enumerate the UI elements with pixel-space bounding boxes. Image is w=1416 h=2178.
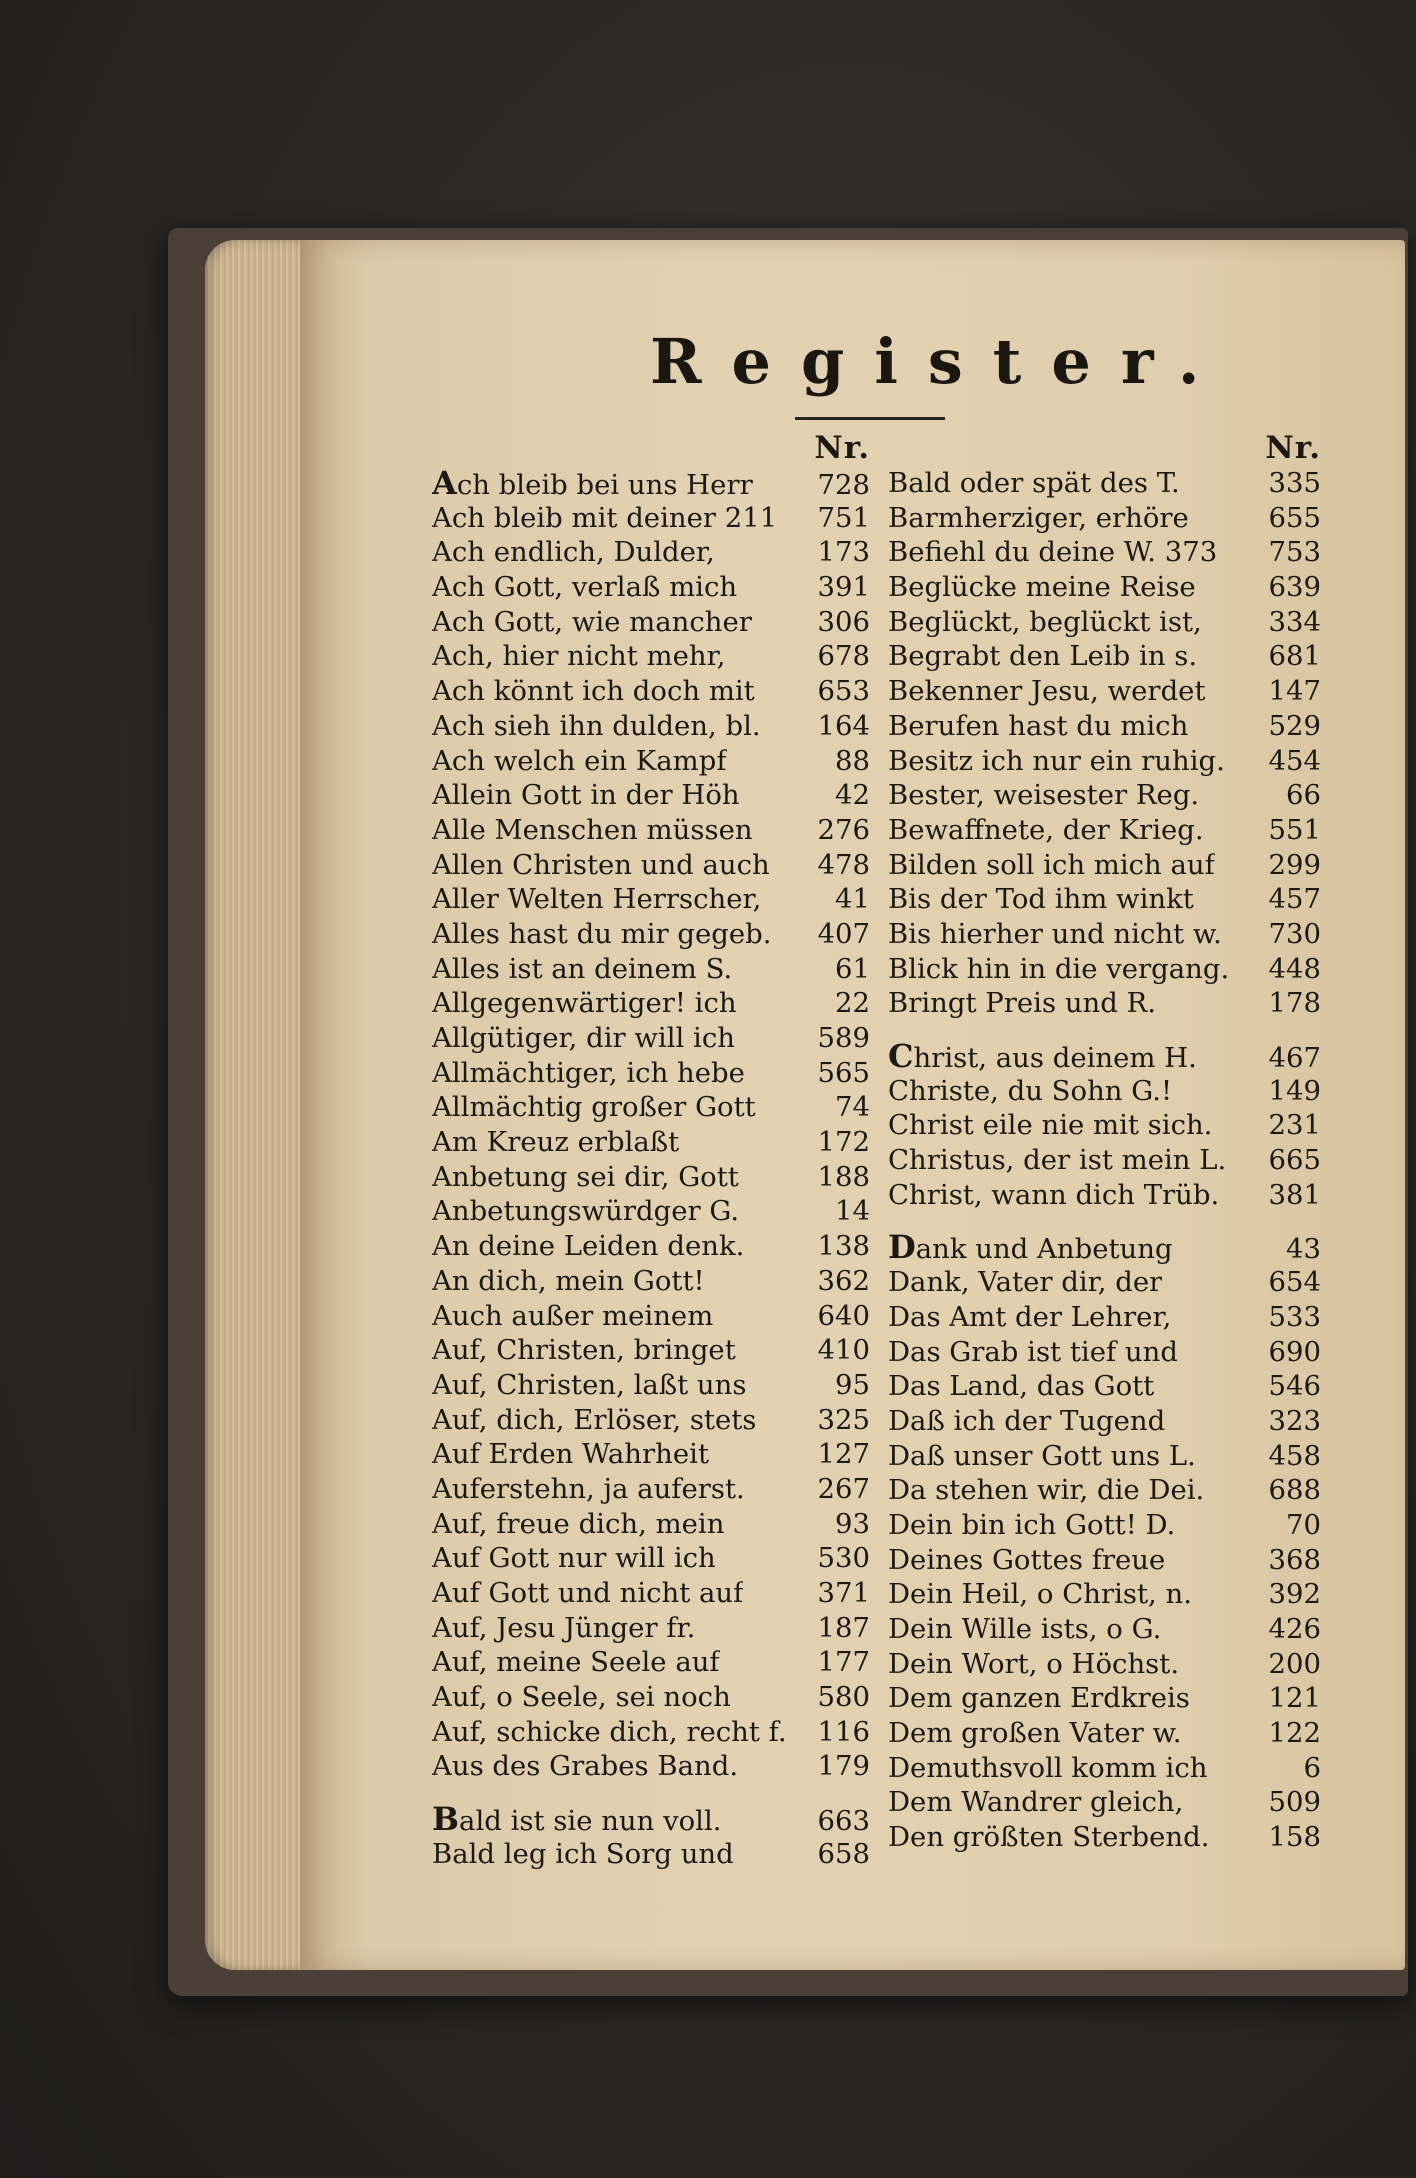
entry-text: Daß unser Gott uns L. (888, 1439, 1196, 1472)
entry-number: 653 (817, 675, 870, 708)
index-entry (888, 1473, 1321, 1508)
entry-number: 335 (1268, 467, 1321, 499)
entry-number: 426 (1268, 1613, 1321, 1645)
index-entry (432, 1090, 870, 1125)
index-entry (888, 1751, 1321, 1786)
entry-text: Christus, der ist mein L. (888, 1144, 1227, 1177)
entry-text: Dem ganzen Erdkreis (888, 1682, 1190, 1715)
entry-text: Bewaffnete, der Krieg. (888, 813, 1204, 846)
entry-text: Allmächtiger, ich hebe (432, 1056, 745, 1089)
index-entry (432, 1749, 870, 1784)
entry-text: Auf, meine Seele auf (432, 1646, 720, 1679)
index-entry (432, 674, 870, 709)
index-entry (432, 952, 870, 987)
entry-number: 172 (817, 1126, 870, 1159)
index-entry (432, 1125, 870, 1160)
entry-number: 74 (835, 1091, 870, 1124)
entry-number: 88 (835, 744, 870, 777)
index-entry (432, 1333, 870, 1368)
index-entry (888, 639, 1321, 674)
entry-number: 730 (1268, 917, 1321, 950)
entry-number: 70 (1286, 1508, 1321, 1541)
index-entry (432, 535, 870, 570)
entry-number: 323 (1268, 1404, 1321, 1437)
entry-number: 371 (817, 1577, 870, 1609)
index-entry (888, 466, 1321, 501)
entry-number: 267 (817, 1472, 870, 1505)
entry-number: 14 (835, 1195, 870, 1228)
entry-text: Ach sieh ihn dulden, bl. (432, 709, 761, 742)
entry-number: 122 (1268, 1717, 1321, 1750)
index-entry (432, 1056, 870, 1091)
entry-text: Befiehl du deine W. 373 (888, 536, 1218, 569)
entry-number: 688 (1268, 1474, 1321, 1507)
index-entry (432, 1437, 870, 1472)
entry-number: 93 (835, 1507, 870, 1540)
entry-text: Bald oder spät des T. (888, 467, 1180, 499)
entry-number: 580 (817, 1681, 870, 1714)
entry-number: 509 (1268, 1786, 1321, 1819)
entry-text: Am Kreuz erblaßt (432, 1126, 680, 1159)
entry-text: An dich, mein Gott! (432, 1264, 705, 1297)
entry-number: 42 (835, 779, 870, 812)
index-entry (432, 1021, 870, 1056)
entry-number: 61 (835, 952, 870, 985)
entry-text: Dein Wort, o Höchst. (888, 1647, 1180, 1680)
index-entry (888, 1681, 1321, 1716)
entry-number: 663 (817, 1805, 870, 1838)
index-entry (432, 1299, 870, 1334)
entry-number: 299 (1268, 848, 1321, 881)
entry-text: Dein bin ich Gott! D. (888, 1508, 1176, 1541)
index-entry (432, 1229, 870, 1264)
index-entry (888, 1074, 1321, 1109)
entry-text: Ach endlich, Dulder, (432, 536, 715, 569)
entry-number: 127 (817, 1438, 870, 1471)
entry-text: Berufen hast du mich (888, 709, 1189, 742)
index-entry (432, 744, 870, 779)
entry-text: Ach bleib mit deiner 211 (432, 501, 778, 534)
entry-number: 640 (817, 1299, 870, 1332)
index-entry (432, 917, 870, 952)
index-entry (888, 1716, 1321, 1751)
entry-number: 407 (817, 917, 870, 950)
entry-number: 551 (1268, 813, 1321, 846)
entry-number: 454 (1268, 744, 1321, 777)
page-title: Register. (650, 325, 1230, 398)
entry-text: An deine Leiden denk. (432, 1230, 745, 1263)
entry-number: 306 (817, 605, 870, 638)
entry-number: 43 (1286, 1233, 1321, 1266)
entry-text: Auch außer meinem (432, 1299, 714, 1332)
entry-text: Dein Heil, o Christ, n. (888, 1578, 1192, 1611)
entry-number: 681 (1268, 640, 1321, 673)
entry-number: 392 (1268, 1578, 1321, 1611)
entry-text: Allen Christen und auch (432, 848, 770, 881)
index-entry (888, 1230, 1321, 1265)
entry-number: 138 (817, 1230, 870, 1263)
index-entry (888, 952, 1321, 987)
index-entry (432, 466, 870, 501)
entry-number: 187 (817, 1611, 870, 1644)
entry-number: 178 (1268, 987, 1321, 1020)
index-entry (888, 1178, 1321, 1213)
right-column (888, 430, 1321, 1855)
index-entry (888, 813, 1321, 848)
entry-text: Christ eile nie mit sich. (888, 1109, 1213, 1142)
index-entry (888, 744, 1321, 779)
index-entry (888, 1143, 1321, 1178)
index-entry (888, 1612, 1321, 1647)
entry-text: Auf, Christen, laßt uns (432, 1368, 747, 1401)
entry-number: 639 (1268, 571, 1321, 604)
index-entry (888, 1404, 1321, 1439)
entry-text: Bilden soll ich mich auf (888, 848, 1215, 881)
entry-text: Allmächtig großer Gott (432, 1091, 756, 1124)
entry-text: Daß ich der Tugend (888, 1404, 1166, 1437)
entry-text: Ach könnt ich doch mit (432, 675, 755, 708)
index-entry (888, 1543, 1321, 1578)
index-entry (432, 605, 870, 640)
entry-number: 41 (835, 883, 870, 916)
entry-text: Bis der Tod ihm winkt (888, 883, 1194, 916)
entry-text: Auf, dich, Erlöser, stets (432, 1403, 757, 1436)
entry-text: Barmherziger, erhöre (888, 501, 1189, 534)
entry-number: 325 (817, 1403, 870, 1436)
entry-number: 467 (1268, 1042, 1321, 1074)
entry-text: Bald ist sie nun voll. (432, 1802, 722, 1839)
index-entry (432, 1194, 870, 1229)
entry-text: Beglücke meine Reise (888, 571, 1196, 604)
entry-number: 565 (817, 1056, 870, 1089)
entry-text: Auf, Christen, bringet (432, 1334, 736, 1367)
entry-number: 188 (817, 1160, 870, 1193)
entry-text: Deines Gottes freue (888, 1543, 1166, 1576)
index-entry (888, 1577, 1321, 1612)
index-entry (888, 709, 1321, 744)
index-entry (432, 501, 870, 536)
index-entry (432, 1264, 870, 1299)
entry-text: Bekenner Jesu, werdet (888, 675, 1206, 708)
entry-number: 654 (1268, 1266, 1321, 1299)
index-entry (432, 1368, 870, 1403)
entry-text: Dem großen Vater w. (888, 1717, 1182, 1750)
entry-text: Alles ist an deinem S. (432, 952, 733, 985)
entry-number: 147 (1268, 675, 1321, 708)
entry-number: 179 (817, 1750, 870, 1783)
entry-text: Aller Welten Herrscher, (432, 883, 762, 916)
entry-number: 177 (817, 1646, 870, 1679)
index-entry (888, 1820, 1321, 1855)
index-entry (432, 1507, 870, 1542)
index-entry (432, 1472, 870, 1507)
entry-text: Aus des Grabes Band. (432, 1750, 739, 1783)
entry-text: Auf, o Seele, sei noch (432, 1681, 731, 1714)
left-column (432, 430, 870, 1872)
entry-text: Ach, hier nicht mehr, (432, 640, 726, 673)
entry-text: Das Grab ist tief und (888, 1335, 1178, 1368)
entry-text: Alle Menschen müssen (432, 813, 753, 846)
entry-text: Anbetung sei dir, Gott (432, 1160, 739, 1193)
entry-text: Demuthsvoll komm ich (888, 1751, 1208, 1784)
index-entry (432, 1160, 870, 1195)
index-entry (432, 1645, 870, 1680)
entry-number: 529 (1268, 709, 1321, 742)
entry-text: Ach Gott, verlaß mich (432, 571, 738, 604)
title-rule (795, 417, 945, 420)
entry-text: Auf, Jesu Jünger fr. (432, 1611, 696, 1644)
entry-text: Dein Wille ists, o G. (888, 1613, 1162, 1645)
entry-number: 95 (835, 1368, 870, 1401)
entry-text: Anbetungswürdger G. (432, 1195, 740, 1228)
index-entry (432, 1611, 870, 1646)
index-entry (432, 1576, 870, 1611)
entry-number: 276 (817, 813, 870, 846)
entry-number: 121 (1268, 1682, 1321, 1715)
entry-number: 589 (817, 1022, 870, 1054)
index-entry (432, 848, 870, 883)
index-entry (888, 917, 1321, 952)
index-entry (432, 1541, 870, 1576)
entry-number: 231 (1268, 1109, 1321, 1142)
index-entry (888, 570, 1321, 605)
entry-number: 391 (817, 571, 870, 604)
entry-text: Bald leg ich Sorg und (432, 1837, 734, 1870)
entry-text: Ach bleib bei uns Herr (432, 466, 753, 502)
entry-text: Auf, freue dich, mein (432, 1507, 725, 1540)
index-entry (432, 1680, 870, 1715)
entry-number: 546 (1268, 1370, 1321, 1403)
index-entry (888, 882, 1321, 917)
entry-number: 173 (817, 536, 870, 569)
index-entry (888, 501, 1321, 536)
entry-text: Blick hin in die vergang. (888, 952, 1230, 985)
entry-text: Allgegenwärtiger! ich (432, 987, 737, 1020)
entry-number: 22 (835, 987, 870, 1020)
index-entry (888, 848, 1321, 883)
index-entry (432, 709, 870, 744)
entry-number: 200 (1268, 1647, 1321, 1680)
entry-number: 66 (1286, 779, 1321, 812)
index-entry (888, 674, 1321, 709)
entry-text: Auf Erden Wahrheit (432, 1438, 710, 1471)
entry-number: 533 (1268, 1300, 1321, 1333)
index-entry (432, 1802, 870, 1837)
entry-number: 530 (817, 1542, 870, 1575)
index-entry (432, 639, 870, 674)
entry-number: 368 (1268, 1543, 1321, 1576)
entry-text: Christ, wann dich Trüb. (888, 1178, 1220, 1211)
entry-number: 6 (1303, 1751, 1321, 1784)
index-entry (432, 1403, 870, 1438)
entry-text: Das Land, das Gott (888, 1370, 1155, 1403)
index-entry (432, 1715, 870, 1750)
entry-number: 665 (1268, 1144, 1321, 1177)
index-entry (888, 1508, 1321, 1543)
index-entry (432, 570, 870, 605)
entry-number: 728 (817, 469, 870, 501)
index-entry (888, 605, 1321, 640)
index-entry (432, 778, 870, 813)
entry-text: Besitz ich nur ein ruhig. (888, 744, 1225, 777)
entry-text: Allgütiger, dir will ich (432, 1022, 735, 1054)
entry-text: Allein Gott in der Höh (432, 779, 740, 812)
entry-text: Ach welch ein Kampf (432, 744, 727, 777)
entry-number: 751 (817, 501, 870, 534)
entry-text: Auf Gott nur will ich (432, 1542, 716, 1575)
entry-text: Da stehen wir, die Dei. (888, 1474, 1205, 1507)
entry-number: 362 (817, 1264, 870, 1297)
entry-text: Dank und Anbetung (888, 1230, 1173, 1267)
index-entry (888, 986, 1321, 1021)
entry-number: 410 (817, 1334, 870, 1367)
entry-number: 116 (817, 1715, 870, 1748)
entry-text: Auf Gott und nicht auf (432, 1577, 744, 1609)
entry-number: 458 (1268, 1439, 1321, 1472)
entry-text: Bringt Preis und R. (888, 987, 1157, 1020)
entry-text: Dem Wandrer gleich, (888, 1786, 1184, 1819)
entry-text: Christe, du Sohn G.! (888, 1074, 1173, 1107)
entry-number: 655 (1268, 501, 1321, 534)
index-entry (888, 1439, 1321, 1474)
entry-text: Bis hierher und nicht w. (888, 917, 1222, 950)
entry-number: 457 (1268, 883, 1321, 916)
entry-text: Begrabt den Leib in s. (888, 640, 1198, 673)
entry-text: Das Amt der Lehrer, (888, 1300, 1172, 1333)
entry-text: Christ, aus deinem H. (888, 1039, 1197, 1075)
entry-text: Den größten Sterbend. (888, 1821, 1210, 1854)
index-entry (432, 882, 870, 917)
entry-number: 158 (1268, 1821, 1321, 1854)
entry-number: 164 (817, 709, 870, 742)
index-entry (888, 1785, 1321, 1820)
column-header: Nr. (814, 430, 870, 466)
entry-text: Bester, weisester Reg. (888, 779, 1200, 812)
entry-number: 658 (817, 1837, 870, 1870)
index-entry (432, 813, 870, 848)
entry-number: 381 (1268, 1178, 1321, 1211)
index-entry (888, 1039, 1321, 1074)
column-header: Nr. (1265, 430, 1321, 466)
index-entry (888, 1265, 1321, 1300)
index-entry (888, 1369, 1321, 1404)
entry-text: Alles hast du mir gegeb. (432, 917, 772, 950)
index-entry (888, 778, 1321, 813)
entry-number: 448 (1268, 952, 1321, 985)
index-entry (888, 1335, 1321, 1370)
entry-number: 753 (1268, 536, 1321, 569)
index-entry (888, 1647, 1321, 1682)
index-entry (432, 1837, 870, 1872)
index-entry (888, 1108, 1321, 1143)
entry-text: Dank, Vater dir, der (888, 1266, 1163, 1299)
entry-number: 334 (1268, 605, 1321, 638)
entry-text: Ach Gott, wie mancher (432, 605, 752, 638)
index-entry (432, 986, 870, 1021)
entry-number: 678 (817, 640, 870, 673)
entry-text: Auf, schicke dich, recht f. (432, 1715, 787, 1748)
index-entry (888, 535, 1321, 570)
entry-text: Beglückt, beglückt ist, (888, 605, 1202, 638)
entry-number: 690 (1268, 1335, 1321, 1368)
index-entry (888, 1300, 1321, 1335)
entry-number: 149 (1268, 1074, 1321, 1107)
entry-number: 478 (817, 848, 870, 881)
entry-text: Auferstehn, ja auferst. (432, 1472, 745, 1505)
